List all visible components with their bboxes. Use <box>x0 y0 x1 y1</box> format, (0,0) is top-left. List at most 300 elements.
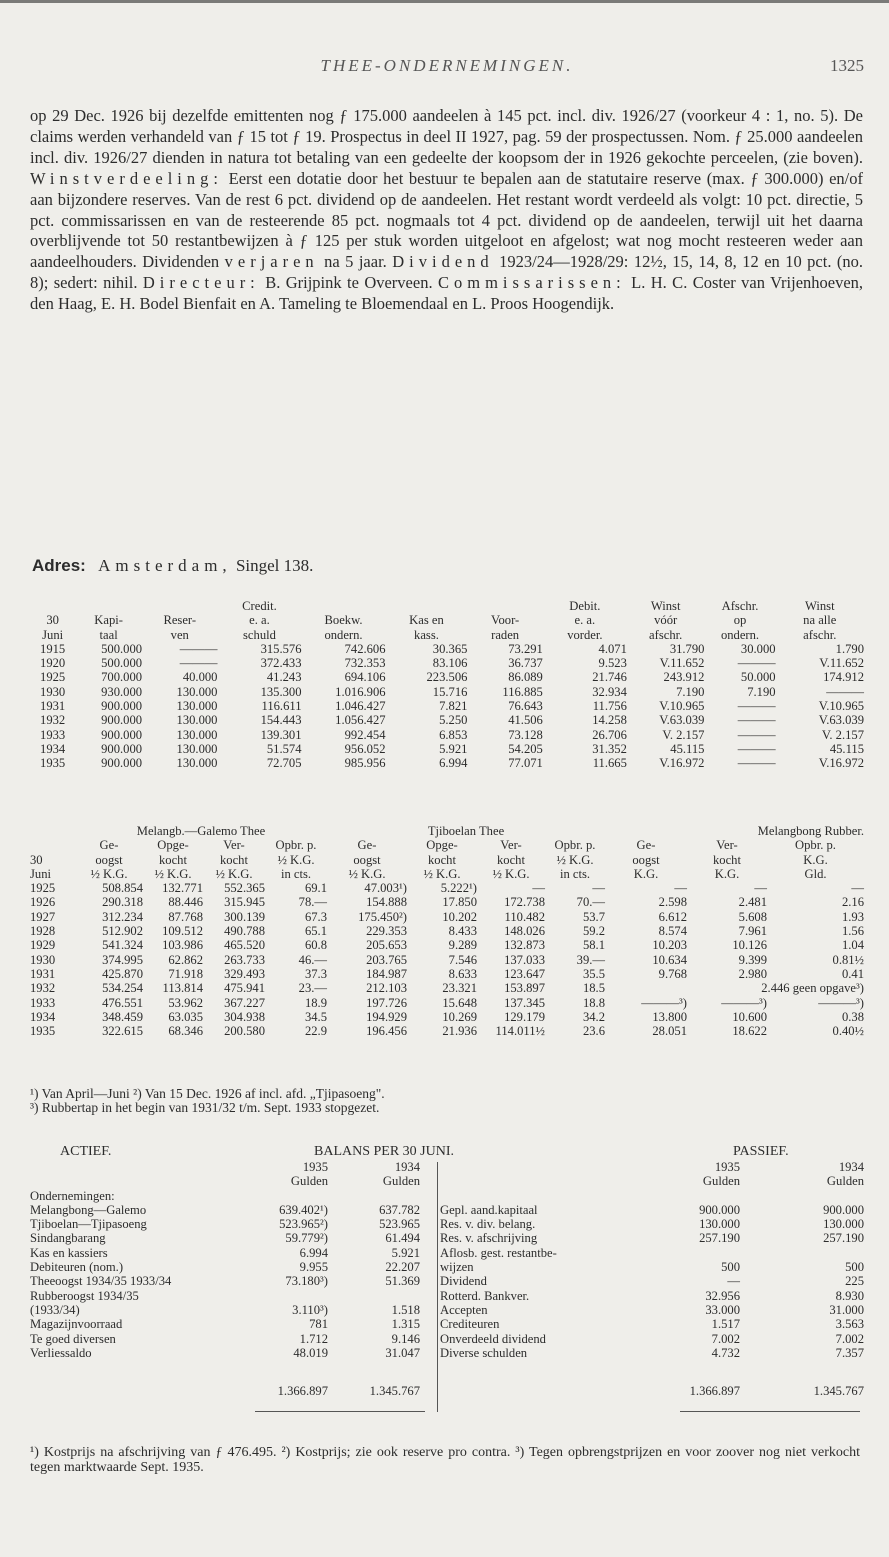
column-header: oogst <box>353 852 381 867</box>
spacer <box>420 1332 440 1346</box>
column-header: kass. <box>414 627 439 642</box>
table-cell: 132.771 <box>162 881 203 896</box>
table-row <box>30 895 864 909</box>
total-value: 1.366.897 <box>277 1384 328 1399</box>
column-header: vóór <box>654 613 678 628</box>
asset-label: Te goed diversen <box>30 1331 116 1346</box>
balance-row <box>30 1317 864 1331</box>
asset-label: Magazijnvoorraad <box>30 1317 123 1332</box>
table-cell: 137.345 <box>504 995 545 1010</box>
group-header: Melangb.—Galemo Thee <box>136 824 266 838</box>
column-header: Kapi- <box>94 613 123 628</box>
liability-value: 900.000 <box>699 1202 740 1217</box>
table-cell: 139.301 <box>260 727 302 742</box>
column-header: Kas en <box>409 613 444 628</box>
column-header: Ge- <box>636 838 656 853</box>
column-header: ven <box>170 627 189 642</box>
column-header: Debit. <box>569 599 601 613</box>
balance-row <box>30 1203 864 1217</box>
table-cell: 130.000 <box>176 727 218 742</box>
liability-value <box>740 1189 864 1203</box>
column-header: raden <box>491 627 520 642</box>
column-header: Ge- <box>357 838 377 853</box>
liability-value: 257.190 <box>699 1231 740 1246</box>
table-cell: 465.520 <box>224 938 265 953</box>
table-cell: 174.912 <box>823 670 864 685</box>
table-cell: 263.733 <box>224 952 265 967</box>
liability-value: 7.357 <box>835 1345 864 1360</box>
passief-label: PASSIEF. <box>733 1144 789 1159</box>
commissarissen-label: Commissarissen: <box>437 273 626 293</box>
asset-label: Theeoogst 1934/35 1933/34 <box>30 1274 172 1289</box>
asset-label: Debiteuren (nom.) <box>30 1260 124 1275</box>
directeur-label: Directeur: <box>142 273 260 293</box>
table-cell: 956.052 <box>344 741 386 756</box>
asset-label: Tjiboelan—Tjipasoeng <box>30 1217 147 1232</box>
column-header: oogst <box>632 852 660 867</box>
table-cell: 2.598 <box>658 895 687 910</box>
harvest-note: ³) Rubbertap in het begin van 1931/32 t/m. Sept. 1933 stopgezet. <box>30 1100 380 1115</box>
table-cell: 45.115 <box>829 741 864 756</box>
spacer <box>420 1346 440 1360</box>
table-cell: 348.459 <box>102 1009 143 1024</box>
table-cell: 900.000 <box>101 727 143 742</box>
table-cell: 8.574 <box>658 924 687 939</box>
spacer <box>30 1174 248 1188</box>
asset-label: Verliessaldo <box>30 1345 92 1360</box>
column-header: ½ K.G. <box>90 866 128 881</box>
table-cell: 39.— <box>576 952 605 967</box>
table-cell: 21.746 <box>592 670 627 685</box>
total-value: 1.366.897 <box>689 1384 740 1399</box>
page-top-edge <box>0 0 889 3</box>
table-cell: V. 2.157 <box>662 727 705 742</box>
column-header: Opbr. p. <box>275 838 317 853</box>
asset-value: 523.965 <box>379 1217 420 1232</box>
table-cell: 6.612 <box>658 909 687 924</box>
asset-value: 48.019 <box>293 1345 328 1360</box>
asset-value: 6.994 <box>299 1245 328 1260</box>
table-cell: 10.203 <box>652 938 687 953</box>
total-value: 1.345.767 <box>813 1384 864 1399</box>
table-cell: 13.800 <box>652 1009 687 1024</box>
liability-label: Crediteuren <box>440 1317 500 1332</box>
table-cell: 930.000 <box>101 684 143 699</box>
table-cell: 200.580 <box>224 1024 265 1039</box>
harvest-notes <box>30 1087 864 1115</box>
spacer <box>420 1289 440 1303</box>
column-header: schuld <box>243 627 276 642</box>
table-cell: 109.512 <box>162 924 203 939</box>
table-cell: 5.608 <box>738 909 767 924</box>
table-cell: 9.289 <box>448 938 477 953</box>
column-header <box>386 599 468 613</box>
year-cell: 1933 <box>40 727 66 742</box>
liability-value: 257.190 <box>823 1231 864 1246</box>
spacer <box>30 1360 864 1384</box>
table-cell: 7.190 <box>747 684 776 699</box>
table-cell: 130.000 <box>176 713 218 728</box>
table-cell: 541.324 <box>102 938 143 953</box>
column-header <box>30 838 75 852</box>
table-cell: V.16.972 <box>818 756 864 771</box>
liability-label: Onverdeeld dividend <box>440 1331 546 1346</box>
table-cell: 132.873 <box>504 938 545 953</box>
balance-title: BALANS PER 30 JUNI. <box>314 1144 455 1159</box>
table-cell: V.10.965 <box>659 699 705 714</box>
column-header: 30 <box>30 852 43 867</box>
table-cell: 129.179 <box>504 1009 545 1024</box>
liability-value: 225 <box>845 1274 864 1289</box>
table-cell: 130.000 <box>176 699 218 714</box>
company-description <box>30 106 863 315</box>
table-cell: 153.897 <box>504 981 545 996</box>
table-cell: ——— <box>737 699 776 714</box>
year-cell: 1930 <box>40 684 66 699</box>
asset-value <box>328 1289 420 1303</box>
group-spacer <box>30 824 75 838</box>
balance-row <box>30 1332 864 1346</box>
column-header: afschr. <box>649 627 683 642</box>
liability-value: 130.000 <box>823 1217 864 1232</box>
running-title: THEE-ONDERNEMINGEN. <box>320 56 574 75</box>
table-cell: 508.854 <box>102 881 143 896</box>
table-cell: 83.106 <box>432 656 468 671</box>
column-header: Reser- <box>163 613 197 628</box>
spacer <box>420 1203 440 1217</box>
table-cell: V.11.652 <box>659 656 705 671</box>
column-header: 1934 <box>394 1160 420 1174</box>
year-cell: 1925 <box>30 881 56 896</box>
balance-row <box>30 1189 864 1203</box>
table-cell: 11.756 <box>592 699 627 714</box>
spacer <box>420 1160 440 1174</box>
year-cell: 1934 <box>40 741 66 756</box>
year-cell: 1920 <box>40 656 66 671</box>
table-cell: 2.481 <box>738 895 767 910</box>
column-header: op <box>733 613 747 628</box>
table-cell: 1.046.427 <box>335 699 386 714</box>
column-header: Opbr. p. <box>795 838 836 853</box>
asset-value: 73.180³) <box>285 1274 328 1289</box>
asset-value: 639.402¹) <box>279 1202 328 1217</box>
year-cell: 1930 <box>30 952 56 967</box>
table-cell: 154.888 <box>366 895 407 910</box>
asset-value <box>248 1189 328 1203</box>
table-row <box>30 1010 864 1024</box>
table-header-row <box>30 853 864 867</box>
table-cell: 130.000 <box>176 741 218 756</box>
table-cell: 196.456 <box>366 1024 407 1039</box>
table-row <box>30 685 864 699</box>
year-cell: 1931 <box>30 966 56 981</box>
column-header: ½ K.G. <box>154 866 192 881</box>
column-header: Ver- <box>223 838 245 853</box>
column-header: Gulden <box>382 1174 420 1189</box>
table-cell: 14.258 <box>592 713 627 728</box>
liability-value: 3.563 <box>835 1317 864 1332</box>
table-cell: 59.2 <box>582 924 605 939</box>
table-row <box>30 713 864 727</box>
table-row <box>30 953 864 967</box>
spacer <box>420 1189 440 1203</box>
table-cell: ——— <box>737 741 776 756</box>
table-cell: 229.353 <box>366 924 407 939</box>
table-row <box>30 967 864 981</box>
verjaren-text: na 5 jaar. <box>324 252 387 272</box>
liability-value: 8.930 <box>835 1288 864 1303</box>
column-header <box>30 599 75 613</box>
table-cell: ——— <box>826 684 864 699</box>
table-cell: 425.870 <box>102 966 143 981</box>
group-header: Melangbong Rubber. <box>757 824 864 838</box>
column-header <box>302 599 386 613</box>
table-cell: — <box>851 881 864 896</box>
table-cell: 31.352 <box>592 741 627 756</box>
table-cell: 58.1 <box>582 938 605 953</box>
table-cell: 37.3 <box>304 966 327 981</box>
table-cell: 374.995 <box>102 952 143 967</box>
year-cell: 1928 <box>30 924 56 939</box>
table-cell: 78.— <box>298 895 327 910</box>
column-header: ½ K.G. <box>492 866 530 881</box>
table-cell: 203.765 <box>366 952 407 967</box>
table-row <box>30 756 864 770</box>
year-header-row <box>30 1160 864 1174</box>
column-header: e. a. <box>249 613 270 628</box>
column-header: in cts. <box>280 866 312 881</box>
table-cell: 113.814 <box>162 981 203 996</box>
table-cell: 1.56 <box>841 924 864 939</box>
year-cell: 1935 <box>40 756 66 771</box>
column-header: ½ K.G. <box>556 852 594 867</box>
table-cell: 88.446 <box>168 895 203 910</box>
table-cell: 65.1 <box>304 924 327 939</box>
table-cell: 67.3 <box>304 909 327 924</box>
asset-value <box>328 1189 420 1203</box>
table-cell: 18.622 <box>732 1024 767 1039</box>
table-cell: 194.929 <box>366 1009 407 1024</box>
asset-label: (1933/34) <box>30 1302 80 1317</box>
year-cell: 1931 <box>40 699 66 714</box>
table-cell: 1.056.427 <box>335 713 386 728</box>
table-cell: 10.269 <box>442 1009 477 1024</box>
table-cell: 312.234 <box>102 909 143 924</box>
table-cell: 23.321 <box>442 981 477 996</box>
table-cell: 2.446 geen opgave³) <box>761 981 864 996</box>
asset-value: 61.494 <box>385 1231 420 1246</box>
table-cell: 116.611 <box>261 699 302 714</box>
prospectus-text: op 29 Dec. 1926 bij dezelfde emittenten nog ƒ 175.000 aandeelen à 145 pct. incl. div. 1926/27 (voorkeur 4 : 1, no. 5). De claims werden verhandeld van ƒ 15 tot ƒ 19. Prospectus in deel II 1927, pag. 59 der prospectussen. Nom. ƒ 25.000 aandeelen incl. div. 1926/27 dienden in natura tot betaling van een gedeelte der koopsom der in 1926 gekochte perceelen, (zie boven). <box>30 106 863 167</box>
table-cell: 172.738 <box>504 895 545 910</box>
table-cell: 63.035 <box>168 1009 203 1024</box>
table-cell: 116.885 <box>502 684 543 699</box>
table-cell: — <box>674 881 687 896</box>
column-header: ondern. <box>720 627 760 642</box>
column-header: in cts. <box>559 866 591 881</box>
table-cell: — <box>754 881 767 896</box>
table-cell: 175.450²) <box>358 909 407 924</box>
table-cell: 212.103 <box>366 981 407 996</box>
table-cell: 21.936 <box>442 1024 477 1039</box>
liability-value <box>620 1189 740 1203</box>
spacer <box>30 1160 248 1174</box>
column-header: 1935 <box>302 1160 328 1174</box>
liability-label: Gepl. aand.kapitaal <box>440 1202 538 1217</box>
table-cell: 36.737 <box>508 656 543 671</box>
table-cell: 5.921 <box>439 741 468 756</box>
table-cell: 23.6 <box>582 1024 605 1039</box>
table-cell: 47.003¹) <box>364 881 407 896</box>
year-cell: 1932 <box>30 981 56 996</box>
table-cell: 123.647 <box>504 966 545 981</box>
table-cell: 70.— <box>576 895 605 910</box>
liability-value: 32.956 <box>705 1288 740 1303</box>
table-cell: 700.000 <box>101 670 143 685</box>
column-header <box>142 599 217 613</box>
table-cell: 86.089 <box>508 670 543 685</box>
table-cell: 900.000 <box>101 741 143 756</box>
table-cell: 1.790 <box>835 641 864 656</box>
table-cell: 32.934 <box>592 684 627 699</box>
table-cell: 31.790 <box>669 641 705 656</box>
table-cell: 4.071 <box>598 641 627 656</box>
table-row <box>30 924 864 938</box>
group-header-row <box>30 824 864 838</box>
table-cell: 15.648 <box>442 995 477 1010</box>
table-cell: 900.000 <box>101 713 143 728</box>
liability-label: Res. v. div. belang. <box>440 1217 536 1232</box>
table-cell: ——— <box>737 656 776 671</box>
asset-label: Kas en kassiers <box>30 1245 108 1260</box>
table-cell: 34.5 <box>304 1009 327 1024</box>
table-cell: 22.9 <box>304 1024 327 1039</box>
column-header: taal <box>99 627 118 642</box>
asset-value: 31.047 <box>385 1345 420 1360</box>
liability-value: 33.000 <box>705 1302 740 1317</box>
spacer <box>420 1317 440 1331</box>
balance-row <box>30 1274 864 1288</box>
actief-label: ACTIEF. <box>60 1144 112 1159</box>
table-cell: 243.912 <box>663 670 705 685</box>
column-header: kocht <box>428 852 456 867</box>
spacer <box>420 1384 440 1398</box>
address-line <box>32 556 313 576</box>
table-cell: 10.634 <box>652 952 687 967</box>
column-header: afschr. <box>803 627 837 642</box>
table-cell: 53.7 <box>582 909 605 924</box>
actief-total-rule <box>255 1411 425 1412</box>
table-cell: 23.— <box>298 981 327 996</box>
table-cell: 512.902 <box>102 924 143 939</box>
asset-value: 1.518 <box>391 1302 420 1317</box>
table-cell: 103.986 <box>162 938 203 953</box>
table-cell: V.63.039 <box>659 713 705 728</box>
column-header: Juni <box>30 866 51 881</box>
table-row <box>30 910 864 924</box>
table-cell: 315.576 <box>260 641 302 656</box>
table-cell: 8.633 <box>448 966 477 981</box>
table-cell: ———³) <box>641 995 687 1010</box>
table-cell: V.10.965 <box>818 699 864 714</box>
column-header: Gulden <box>290 1174 328 1189</box>
table-cell: 68.346 <box>168 1024 203 1039</box>
table-cell: 7.821 <box>439 699 468 714</box>
year-cell: 1915 <box>40 641 66 656</box>
table-row <box>30 642 864 656</box>
table-cell: 500.000 <box>101 656 143 671</box>
table-cell: 7.190 <box>676 684 705 699</box>
table-cell: 6.994 <box>439 756 468 771</box>
column-header: 1934 <box>838 1160 864 1174</box>
table-cell: 7.961 <box>738 924 767 939</box>
table-cell: 205.653 <box>366 938 407 953</box>
table-cell: 18.8 <box>582 995 605 1010</box>
table-cell: 73.291 <box>508 641 543 656</box>
table-cell: 53.962 <box>168 995 203 1010</box>
balance-row <box>30 1289 864 1303</box>
spacer <box>420 1217 440 1231</box>
column-header: Gld. <box>804 866 827 881</box>
table-cell: ———³) <box>818 995 864 1010</box>
table-cell: 0.40½ <box>832 1024 864 1039</box>
table-cell: 475.941 <box>224 981 265 996</box>
table-cell: V. 2.157 <box>821 727 864 742</box>
spacer <box>440 1160 620 1174</box>
table-cell: 6.853 <box>439 727 468 742</box>
asset-value: 51.369 <box>385 1274 420 1289</box>
asset-value <box>248 1289 328 1303</box>
harvest-note: ¹) Van April—Juni ²) Van 15 Dec. 1926 af incl. afd. „Tjipasoeng". <box>30 1086 385 1101</box>
table-header-row <box>30 628 864 642</box>
table-cell: 9.768 <box>658 966 687 981</box>
column-header: K.G. <box>633 866 659 881</box>
year-cell: 1925 <box>40 670 66 685</box>
table-row <box>30 728 864 742</box>
table-header-row <box>30 838 864 852</box>
table-cell: 1.93 <box>841 909 864 924</box>
table-cell: 45.115 <box>670 741 705 756</box>
address-street: Singel 138. <box>235 556 314 575</box>
balance-footnote: ¹) Kostprijs na afschrijving van ƒ 476.495. ²) Kostprijs; zie ook reserve pro contra. ³) Tegen opbrengstprijzen en voor zoover nog niet verkocht tegen marktwaarde Sept. 1935. <box>30 1445 860 1475</box>
table-header-row <box>30 613 864 627</box>
table-cell: 18.9 <box>304 995 327 1010</box>
spacer-row <box>30 1360 864 1384</box>
balance-row <box>30 1346 864 1360</box>
table-cell: 62.862 <box>168 952 203 967</box>
liability-label: Diverse schulden <box>440 1345 528 1360</box>
address-city: Amsterdam, <box>98 556 232 575</box>
unit-header-row <box>30 1174 864 1188</box>
table-row <box>30 670 864 684</box>
year-cell: 1926 <box>30 895 56 910</box>
liability-label: Rotterd. Bankver. <box>440 1288 530 1303</box>
group-header: Tjiboelan Thee <box>427 824 505 838</box>
table-cell: 51.574 <box>266 741 302 756</box>
directeur-text: B. Grijpink te Overveen. <box>265 273 433 293</box>
table-cell: 2.16 <box>841 895 864 910</box>
table-cell: 367.227 <box>224 995 265 1010</box>
table-cell: 10.600 <box>732 1009 767 1024</box>
asset-label: Sindangbarang <box>30 1231 106 1246</box>
table-row <box>30 981 864 995</box>
page-header <box>30 56 864 82</box>
table-row <box>30 742 864 756</box>
asset-value: 1.315 <box>391 1317 420 1332</box>
column-header: ½ K.G. <box>423 866 461 881</box>
table-row <box>30 656 864 670</box>
column-header: 1935 <box>714 1160 740 1174</box>
